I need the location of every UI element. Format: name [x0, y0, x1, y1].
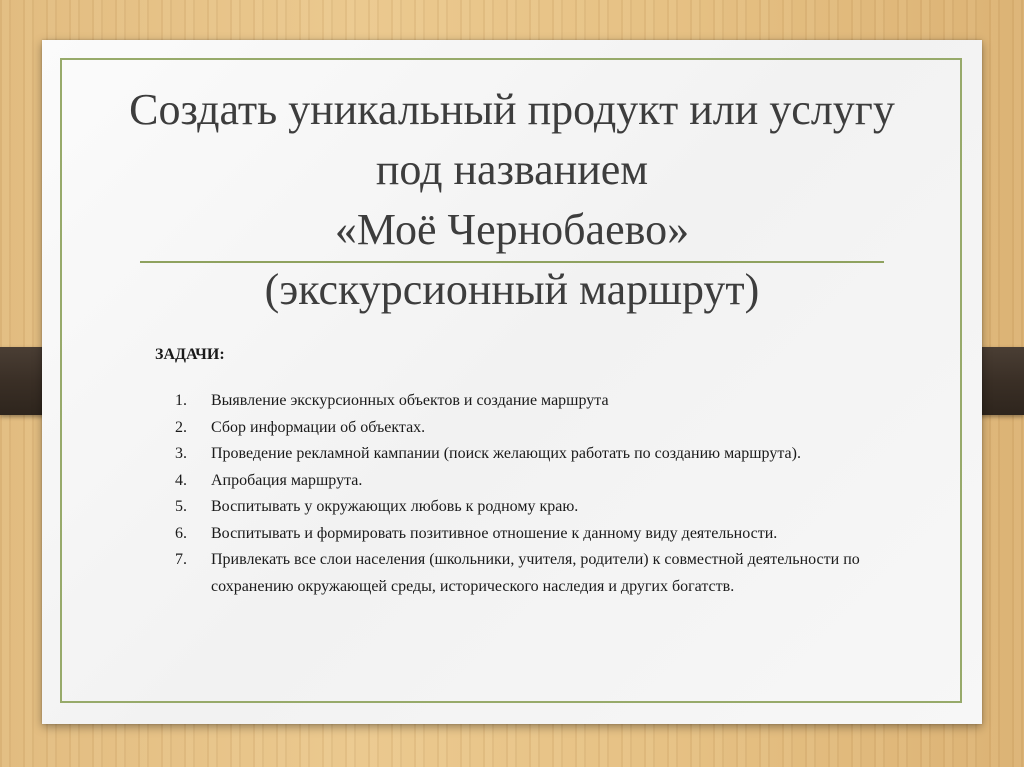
slide-title	[62, 80, 962, 320]
title-divider	[140, 261, 884, 263]
title-line-2: под названием	[375, 145, 649, 194]
task-text: Сбор информации об объектах.	[211, 418, 426, 436]
title-line-1: Создать уникальный продукт или услугу	[129, 85, 895, 134]
task-number: 1.	[175, 392, 187, 409]
task-text: Воспитывать и формировать позитивное отношение к данному виду деятельности.	[211, 524, 778, 542]
task-text: Апробация маршрута.	[211, 471, 363, 489]
task-text: Привлекать все слои населения (школьники, учителя, родители) к совместной деятельности по сохранению окружающей среды, исторического наследия и других богатств.	[211, 551, 860, 595]
task-item-1	[175, 388, 865, 415]
tasks-heading: ЗАДАЧИ:	[155, 346, 225, 363]
task-item-4	[175, 468, 865, 495]
tasks-list	[175, 388, 865, 600]
task-text: Воспитывать у окружающих любовь к родному краю.	[211, 498, 579, 515]
task-text: Проведение рекламной кампании (поиск желающих работать по созданию маршрута).	[211, 445, 801, 462]
task-item-2	[175, 415, 865, 442]
task-item-7	[175, 547, 865, 600]
title-line-3: «Моё Чернобаево»	[334, 205, 690, 254]
task-number: 2.	[175, 418, 187, 436]
task-item-3	[175, 441, 865, 468]
task-number: 6.	[175, 524, 187, 542]
task-item-5	[175, 494, 865, 521]
task-number: 7.	[175, 551, 187, 568]
task-number: 3.	[175, 445, 187, 462]
task-item-6	[175, 521, 865, 548]
task-text: Выявление экскурсионных объектов и создание маршрута	[211, 392, 609, 409]
title-line-4: (экскурсионный маршрут)	[264, 265, 760, 314]
task-number: 4.	[175, 471, 187, 489]
task-number: 5.	[175, 498, 187, 515]
